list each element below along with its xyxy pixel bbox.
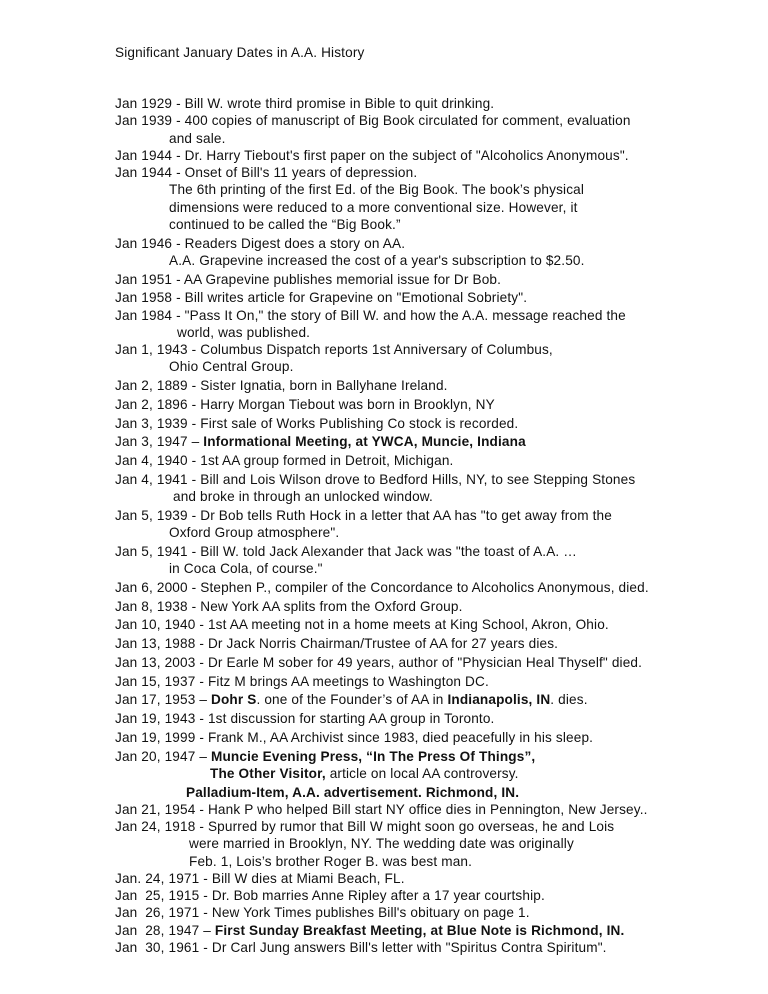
- list-item-continuation: Palladium-Item, A.A. advertisement. Richmond, IN.: [186, 784, 520, 800]
- list-item-continuation: dimensions were reduced to a more conventional size. However, it: [169, 199, 578, 215]
- list-item: Jan 8, 1938 - New York AA splits from the Oxford Group.: [115, 598, 463, 614]
- list-item: Jan 26, 1971 - New York Times publishes Bill's obituary on page 1.: [115, 905, 530, 921]
- list-item: Jan 13, 2003 - Dr Earle M sober for 49 years, author of "Physician Heal Thyself" died.: [115, 654, 643, 670]
- list-item: Jan 6, 2000 - Stephen P., compiler of the Concordance to Alcoholics Anonymous, died.: [115, 579, 649, 595]
- list-item-continuation: world, was published.: [177, 324, 311, 340]
- list-item: Jan 3, 1939 - First sale of Works Publishing Co stock is recorded.: [115, 415, 519, 431]
- list-item: Jan 1, 1943 - Columbus Dispatch reports 1st Anniversary of Columbus,: [115, 342, 553, 357]
- list-item: Jan 1946 - Readers Digest does a story on AA.: [115, 235, 406, 251]
- timeline-list: [115, 95, 755, 956]
- list-item-continuation: Feb. 1, Lois’s brother Roger B. was best man.: [189, 853, 473, 869]
- list-item-continuation: A.A. Grapevine increased the cost of a year's subscription to $2.50.: [169, 252, 585, 268]
- list-item: Jan 4, 1941 - Bill and Lois Wilson drove to Bedford Hills, NY, to see Stepping Stones: [115, 471, 636, 487]
- list-item-continuation: in Coca Cola, of course.": [169, 561, 323, 576]
- list-item-continuation: Ohio Central Group.: [169, 359, 294, 375]
- list-item: Jan 1944 - Dr. Harry Tiebout's first paper on the subject of "Alcoholics Anonymous".: [115, 147, 629, 163]
- list-item-continuation: The 6th printing of the first Ed. of the Big Book. The book’s physical: [169, 182, 585, 198]
- list-item: Jan 2, 1889 - Sister Ignatia, born in Ballyhane Ireland.: [115, 378, 448, 393]
- list-item-continuation: The Other Visitor, article on local AA controversy.: [210, 765, 519, 781]
- list-item: Jan 2, 1896 - Harry Morgan Tiebout was born in Brooklyn, NY: [115, 396, 495, 412]
- list-item: Jan 1944 - Onset of Bill's 11 years of depression.: [115, 165, 418, 180]
- list-item: Jan 19, 1999 - Frank M., AA Archivist since 1983, died peacefully in his sleep.: [115, 729, 594, 745]
- page-title: Significant January Dates in A.A. History: [115, 45, 365, 60]
- list-item: Jan 1951 - AA Grapevine publishes memorial issue for Dr Bob.: [115, 271, 502, 287]
- list-item: Jan. 24, 1971 - Bill W dies at Miami Beach, FL.: [115, 870, 405, 886]
- list-item: Jan 28, 1947 – First Sunday Breakfast Meeting, at Blue Note is Richmond, IN.: [115, 922, 625, 938]
- list-item: Jan 19, 1943 - 1st discussion for starting AA group in Toronto.: [115, 711, 495, 726]
- list-item: Jan 1939 - 400 copies of manuscript of Big Book circulated for comment, evaluation: [115, 113, 631, 129]
- list-item: Jan 1984 - "Pass It On," the story of Bill W. and how the A.A. message reached the: [115, 307, 626, 323]
- list-item-continuation: and broke in through an unlocked window.: [173, 489, 433, 504]
- list-item: Jan 10, 1940 - 1st AA meeting not in a home meets at King School, Akron, Ohio.: [115, 617, 609, 633]
- list-item: Jan 5, 1941 - Bill W. told Jack Alexander that Jack was "the toast of A.A. …: [115, 543, 578, 559]
- list-item: Jan 21, 1954 - Hank P who helped Bill start NY office dies in Pennington, New Jersey..: [115, 801, 648, 817]
- list-item: Jan 15, 1937 - Fitz M brings AA meetings to Washington DC.: [115, 673, 489, 689]
- list-item-continuation: continued to be called the “Big Book.”: [169, 216, 401, 232]
- list-item: Jan 4, 1940 - 1st AA group formed in Detroit, Michigan.: [115, 453, 454, 468]
- list-item-continuation: were married in Brooklyn, NY. The wedding date was originally: [189, 836, 574, 852]
- list-item-continuation: Oxford Group atmosphere".: [169, 525, 340, 540]
- list-item: Jan 1958 - Bill writes article for Grapevine on "Emotional Sobriety".: [115, 290, 528, 306]
- list-item: Jan 5, 1939 - Dr Bob tells Ruth Hock in a letter that AA has "to get away from the: [115, 507, 612, 523]
- list-item: Jan 30, 1961 - Dr Carl Jung answers Bill's letter with "Spiritus Contra Spiritum".: [115, 939, 607, 955]
- list-item: Jan 20, 1947 – Muncie Evening Press, “In The Press Of Things”,: [115, 748, 536, 764]
- list-item: Jan 1929 - Bill W. wrote third promise in Bible to quit drinking.: [115, 96, 495, 111]
- list-item-continuation: and sale.: [169, 130, 226, 146]
- list-item: Jan 25, 1915 - Dr. Bob marries Anne Ripley after a 17 year courtship.: [115, 888, 545, 903]
- list-item: Jan 3, 1947 – Informational Meeting, at YWCA, Muncie, Indiana: [115, 434, 526, 450]
- list-item: Jan 17, 1953 – Dohr S. one of the Founder’s of AA in Indianapolis, IN. dies.: [115, 692, 588, 708]
- list-item: Jan 24, 1918 - Spurred by rumor that Bill W might soon go overseas, he and Lois: [115, 819, 615, 834]
- list-item: Jan 13, 1988 - Dr Jack Norris Chairman/Trustee of AA for 27 years dies.: [115, 636, 559, 651]
